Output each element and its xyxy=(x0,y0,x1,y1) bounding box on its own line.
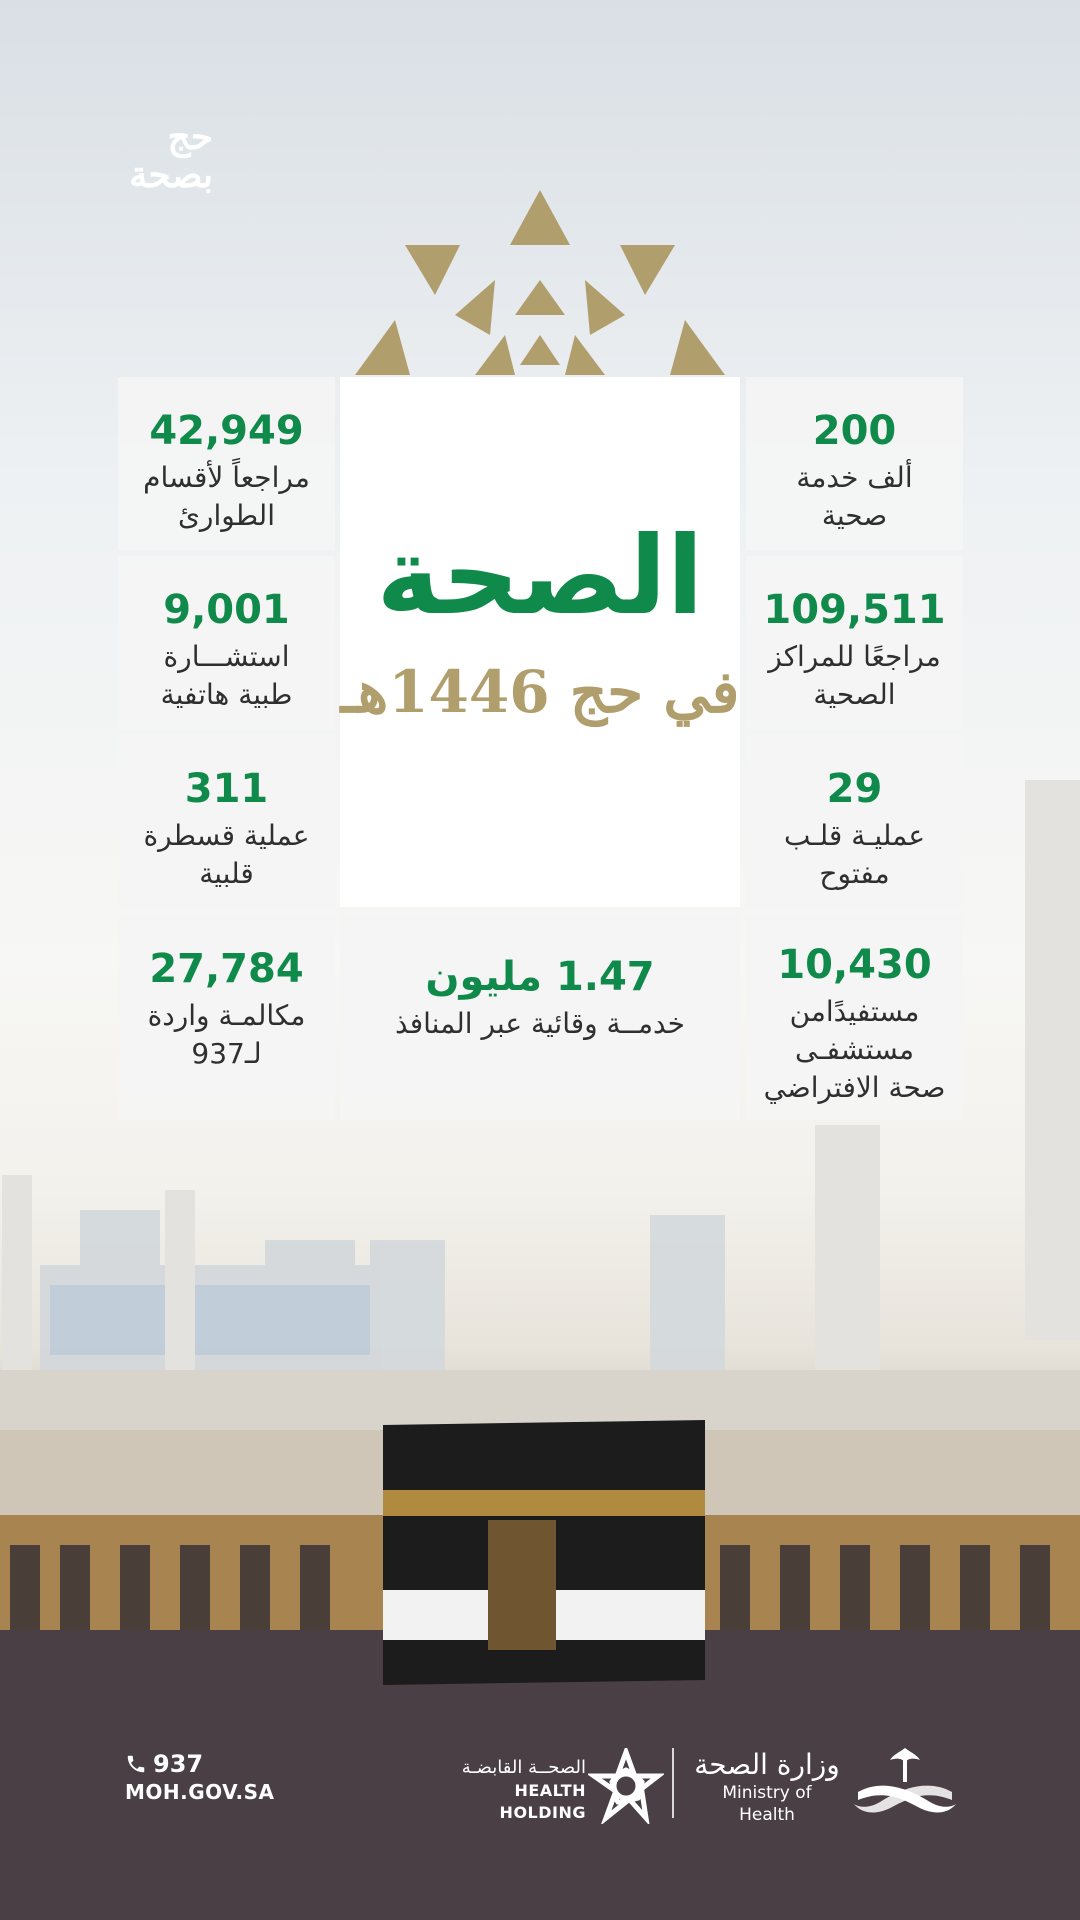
stat-value: 10,430 xyxy=(777,942,932,988)
hajj-health-hashtag-logo xyxy=(118,118,213,194)
stat-card-health-centers xyxy=(746,556,963,729)
website-link[interactable]: MOH.GOV.SA xyxy=(125,1780,275,1804)
stat-value: 9,001 xyxy=(163,587,290,633)
stat-value: 109,511 xyxy=(763,587,946,633)
stat-value: 27,784 xyxy=(149,946,304,992)
stat-label: مراجعاً لأقسام الطوارئ xyxy=(143,461,310,532)
stat-card-cardiac-catheterization xyxy=(118,735,335,908)
health-holding-logo xyxy=(588,1748,664,1824)
stat-card-emergency xyxy=(118,377,335,550)
geometric-star-ornament xyxy=(355,185,725,375)
stat-card-phone-consultations xyxy=(118,556,335,729)
stat-label: مراجعًا للمراكز الصحية xyxy=(768,640,941,711)
stat-card-health-services xyxy=(746,377,963,550)
footer xyxy=(0,1720,1080,1840)
hashtag-line-1: حج xyxy=(167,116,213,158)
stat-value: 311 xyxy=(184,766,269,812)
center-title: الصحة xyxy=(376,514,704,639)
health-holding-arabic: الصحــة القابضـة xyxy=(461,1757,586,1778)
stat-card-open-heart xyxy=(746,735,963,908)
stat-card-incoming-calls xyxy=(118,915,335,1120)
moh-english: Ministry of Health xyxy=(722,1783,812,1825)
phone-icon xyxy=(125,1753,147,1775)
footer-divider xyxy=(672,1748,674,1818)
stat-label: مستفيدًامن مستشفـى صحة الافتراضي xyxy=(763,995,946,1104)
stat-value: 1.47 مليون xyxy=(425,954,655,1000)
health-holding-logo-block xyxy=(436,1748,666,1822)
hashtag-line-2: بصحة xyxy=(129,154,213,196)
stat-label: خدمــة وقائية عبر المنافذ xyxy=(395,1007,685,1040)
stat-label: عمليـة قلـب مفتوح xyxy=(783,819,926,890)
stat-label: مكالمـة واردة لـ937 xyxy=(147,999,306,1070)
stat-label: استشـــارة طبية هاتفية xyxy=(160,640,293,711)
stat-card-virtual-hospital xyxy=(746,915,963,1120)
stat-label: عملية قسطرة قلبية xyxy=(143,819,310,890)
stat-value: 42,949 xyxy=(149,408,304,454)
ministry-of-health-logo-block xyxy=(690,1742,960,1825)
kaaba xyxy=(383,1420,705,1685)
stat-label: ألف خدمة صحية xyxy=(796,461,913,532)
stat-value: 29 xyxy=(826,766,883,812)
stat-card-preventive-services xyxy=(340,915,740,1120)
center-title-card xyxy=(340,377,740,907)
moh-arabic: وزارة الصحة xyxy=(694,1748,840,1781)
phone-line[interactable] xyxy=(125,1750,275,1778)
health-holding-english: HEALTH HOLDING xyxy=(499,1781,586,1822)
phone-number: 937 xyxy=(153,1750,204,1778)
stat-value: 200 xyxy=(812,408,897,454)
contact-block xyxy=(125,1750,275,1806)
moh-palm-swords-logo xyxy=(850,1742,960,1822)
center-subtitle: في حج 1446هـ xyxy=(340,658,740,726)
